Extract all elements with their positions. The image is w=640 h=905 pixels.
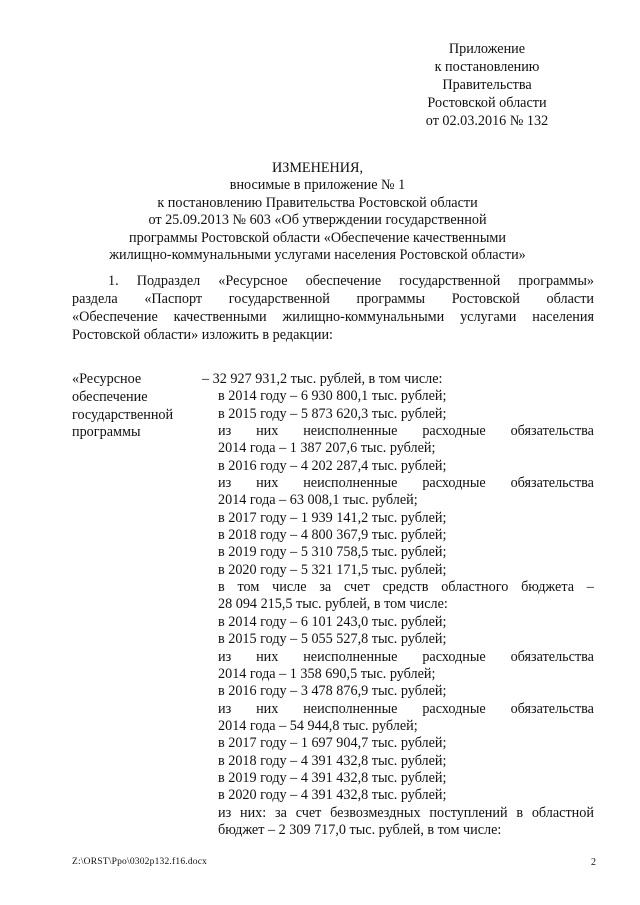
appendix-line: Правительства [442, 77, 532, 93]
value-line: 2014 года – 1 358 690,5 тыс. рублей; [218, 665, 436, 682]
word: том [237, 579, 260, 596]
word: из [218, 648, 232, 665]
intro-paragraph [72, 272, 594, 344]
value-line: в 2020 году – 4 391 432,8 тыс. рублей; [218, 787, 447, 804]
value-line: в 2018 году – 4 391 432,8 тыс. рублей; [218, 752, 447, 769]
label-line: государственной [72, 406, 174, 423]
value-line [202, 423, 594, 440]
value-line: в 2015 году – 5 873 620,3 тыс. рублей; [218, 405, 447, 422]
value-line: 2014 года – 63 008,1 тыс. рублей; [218, 492, 418, 509]
word: счет [344, 579, 370, 596]
word: из [218, 423, 232, 440]
value-line [202, 579, 594, 596]
label-line: «Ресурсное [72, 371, 142, 387]
paragraph-line: Ростовской области» изложить в редакции: [72, 327, 333, 343]
value-line: 28 094 215,5 тыс. рублей, в том числе: [218, 596, 448, 613]
word: безвозмездных [330, 804, 421, 821]
title-heading: ИЗМЕНЕНИЯ, [271, 160, 364, 176]
value-line: в 2015 году – 5 055 527,8 тыс. рублей; [218, 631, 447, 648]
word: неисполненные [303, 423, 398, 440]
file-path-footer: Z:\ORST\Ppo\0302p132.f16.docx [72, 857, 208, 867]
value-line: в 2014 году – 6 101 243,0 тыс. рублей; [218, 613, 447, 630]
word: бюджета [521, 579, 574, 596]
word: неисполненные [303, 648, 398, 665]
word: счет [295, 804, 322, 821]
document-title [60, 160, 575, 264]
appendix-line: к постановлению [434, 59, 540, 75]
value-line: – 32 927 931,2 тыс. рублей, в том числе: [202, 371, 443, 387]
appendix-line: от 02.03.2016 № 132 [425, 113, 549, 129]
word: обязательства [510, 475, 594, 492]
word: обязательства [510, 648, 594, 665]
value-line: в 2017 году – 1 697 904,7 тыс. рублей; [218, 735, 447, 752]
word: из [218, 475, 232, 492]
label-line: программы [72, 424, 141, 441]
word: расходные [422, 475, 486, 492]
label-line: обеспечение [72, 388, 148, 405]
word: областного [441, 579, 509, 596]
title-line: от 25.09.2013 № 603 «Об утверждении государственной [148, 212, 487, 229]
word: в [516, 804, 524, 821]
word: обязательства [510, 423, 594, 440]
resource-label [72, 371, 192, 442]
value-line: 2014 года – 1 387 207,6 тыс. рублей; [218, 440, 436, 457]
value-line: бюджет – 2 309 717,0 тыс. рублей, в том числе: [218, 821, 502, 838]
value-line [202, 649, 594, 666]
paragraph-line: раздела «Паспорт государственной программы Ростовской области [72, 291, 594, 307]
word: расходные [422, 700, 486, 717]
value-line: в 2016 году – 3 478 876,9 тыс. рублей; [218, 683, 447, 700]
word: них [256, 475, 279, 492]
value-line: в 2016 году – 4 202 287,4 тыс. рублей; [218, 457, 447, 474]
word: в [218, 579, 225, 596]
word: числе [272, 579, 307, 596]
value-line [202, 475, 594, 492]
paragraph-line: 1. Подраздел «Ресурсное обеспечение государственной программы» [108, 273, 594, 289]
value-line: в 2020 году – 5 321 171,5 тыс. рублей; [218, 561, 447, 578]
resource-values [202, 371, 594, 839]
word: них: [239, 804, 267, 821]
title-line: к постановлению Правительства Ростовской области [157, 194, 478, 211]
word: расходные [422, 423, 486, 440]
title-line: вносимые в приложение № 1 [229, 177, 406, 194]
word: – [586, 579, 594, 596]
word: из [218, 700, 232, 717]
word: них [256, 423, 279, 440]
value-line: 2014 года – 54 944,8 тыс. рублей; [218, 717, 418, 734]
title-line: жилищно-коммунальными услугами населения Ростовской области» [109, 247, 526, 264]
paragraph-line: «Обеспечение качественными жилищно-коммунальными услугами населения [72, 309, 594, 325]
word: областной [531, 804, 594, 821]
word: них [256, 700, 279, 717]
value-line: в 2019 году – 4 391 432,8 тыс. рублей; [218, 769, 447, 786]
word: за [319, 579, 332, 596]
value-line: в 2017 году – 1 939 141,2 тыс. рублей; [218, 509, 447, 526]
appendix-header [407, 40, 567, 130]
appendix-line: Приложение [448, 41, 526, 57]
appendix-line: Ростовской области [427, 95, 547, 111]
word: неисполненные [303, 700, 398, 717]
value-line: в 2019 году – 5 310 758,5 тыс. рублей; [218, 544, 447, 561]
value-line [202, 805, 594, 822]
word: из [218, 804, 232, 821]
word: обязательства [510, 700, 594, 717]
word: поступлений [429, 804, 508, 821]
value-line: в 2014 году – 6 930 800,1 тыс. рублей; [218, 388, 447, 405]
title-line: программы Ростовской области «Обеспечение качественными [129, 229, 506, 246]
value-line: в 2018 году – 4 800 367,9 тыс. рублей; [218, 527, 447, 544]
page-number: 2 [591, 857, 596, 868]
word: них [256, 648, 279, 665]
word: средств [382, 579, 429, 596]
value-line [202, 701, 594, 718]
word: неисполненные [303, 475, 398, 492]
word: за [275, 804, 287, 821]
word: расходные [422, 648, 486, 665]
